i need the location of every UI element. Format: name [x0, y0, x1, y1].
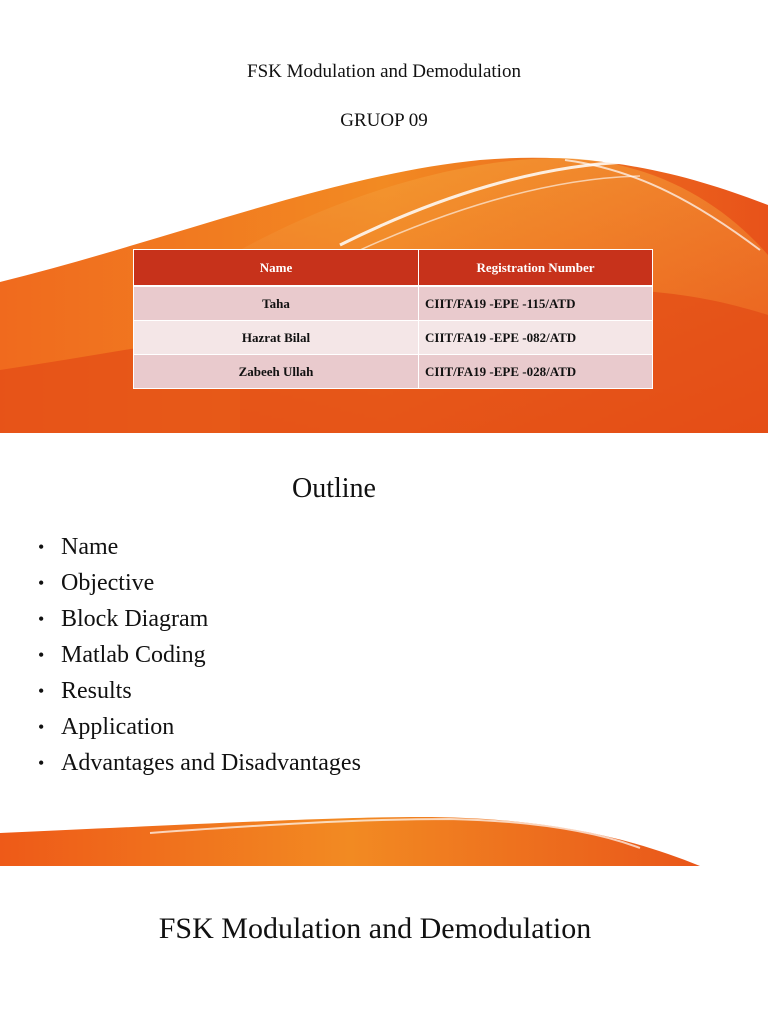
- slide-section-title: [0, 866, 768, 1024]
- list-item: [38, 565, 361, 601]
- registration-number: CIIT/FA19 -EPE -028/ATD: [419, 355, 653, 389]
- list-item: [38, 529, 361, 565]
- registration-number: CIIT/FA19 -EPE -082/ATD: [419, 321, 653, 355]
- bullet-icon: •: [38, 609, 45, 629]
- member-name: Taha: [134, 286, 419, 321]
- outline-heading: Outline: [292, 473, 376, 504]
- table-row: [134, 355, 653, 389]
- members-table: [133, 249, 653, 389]
- outline-list: [38, 529, 361, 781]
- list-item-label: Advantages and Disadvantages: [61, 750, 361, 776]
- bullet-icon: •: [38, 717, 45, 737]
- list-item: [38, 745, 361, 781]
- list-item-label: Application: [61, 714, 175, 740]
- bullet-icon: •: [38, 573, 45, 593]
- member-name: Hazrat Bilal: [134, 321, 419, 355]
- slide-title: [0, 0, 768, 433]
- column-header-registration: Registration Number: [419, 250, 653, 287]
- list-item-label: Results: [61, 678, 132, 704]
- slide-outline: [0, 433, 768, 866]
- list-item-label: Block Diagram: [61, 606, 209, 632]
- section-title: FSK Modulation and Demodulation: [158, 912, 592, 945]
- bullet-icon: •: [38, 681, 45, 701]
- list-item-label: Name: [61, 534, 119, 560]
- bullet-icon: •: [38, 645, 45, 665]
- list-item: [38, 709, 361, 745]
- group-label: GRUOP 09: [340, 110, 428, 131]
- registration-number: CIIT/FA19 -EPE -115/ATD: [419, 286, 653, 321]
- table-header-row: [134, 250, 653, 287]
- list-item: [38, 637, 361, 673]
- list-item: [38, 601, 361, 637]
- bullet-icon: •: [38, 537, 45, 557]
- bullet-icon: •: [38, 753, 45, 773]
- member-name: Zabeeh Ullah: [134, 355, 419, 389]
- list-item: [38, 673, 361, 709]
- slide-title-text: FSK Modulation and Demodulation: [247, 61, 521, 82]
- column-header-name: Name: [134, 250, 419, 287]
- table-row: [134, 321, 653, 355]
- list-item-label: Objective: [61, 570, 155, 596]
- list-item-label: Matlab Coding: [61, 642, 206, 668]
- table-row: [134, 286, 653, 321]
